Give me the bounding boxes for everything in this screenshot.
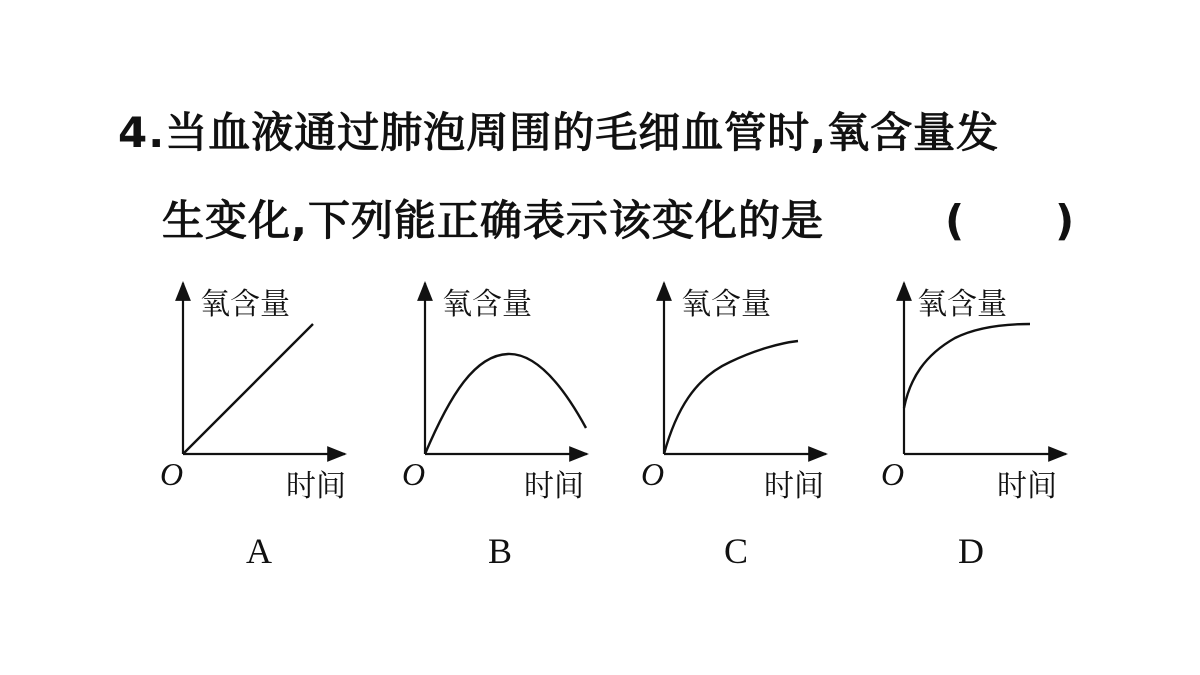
graph-c-curve (664, 341, 798, 454)
graph-b-x-label: 时间 (524, 469, 584, 504)
graph-d-y-label: 氧含量 (917, 287, 1007, 322)
option-b-label: B (488, 531, 513, 571)
graph-c-y-label: 氧含量 (681, 287, 771, 322)
option-d-label: D (958, 531, 984, 571)
question-number: 4. (118, 108, 166, 157)
graph-a-y-label: 氧含量 (200, 287, 290, 322)
option-a-label: A (246, 531, 272, 571)
option-c-label: C (724, 531, 749, 571)
graph-a-origin: O (160, 456, 184, 492)
graph-a-x-label: 时间 (286, 469, 346, 504)
graph-d-curve (904, 324, 1030, 408)
graph-c-x-label: 时间 (764, 469, 824, 504)
question-text-line-2: 生变化,下列能正确表示该变化的是 (162, 196, 824, 245)
answer-blank-open-paren: ( (945, 196, 965, 245)
graph-b-y-label: 氧含量 (442, 287, 532, 322)
graph-b-curve (425, 354, 586, 454)
graph-a (160, 283, 346, 571)
graph-b (402, 283, 587, 571)
graph-d (881, 283, 1066, 571)
answer-blank-close-paren: ) (1055, 196, 1075, 245)
graph-c (641, 283, 826, 571)
graph-b-origin: O (402, 456, 426, 492)
graph-d-origin: O (881, 456, 905, 492)
graph-d-x-label: 时间 (997, 469, 1057, 504)
graph-c-origin: O (641, 456, 665, 492)
question-text-line-1: 当血液通过肺泡周围的毛细血管时,氧含量发 (165, 108, 1000, 157)
graph-a-curve (183, 324, 313, 454)
